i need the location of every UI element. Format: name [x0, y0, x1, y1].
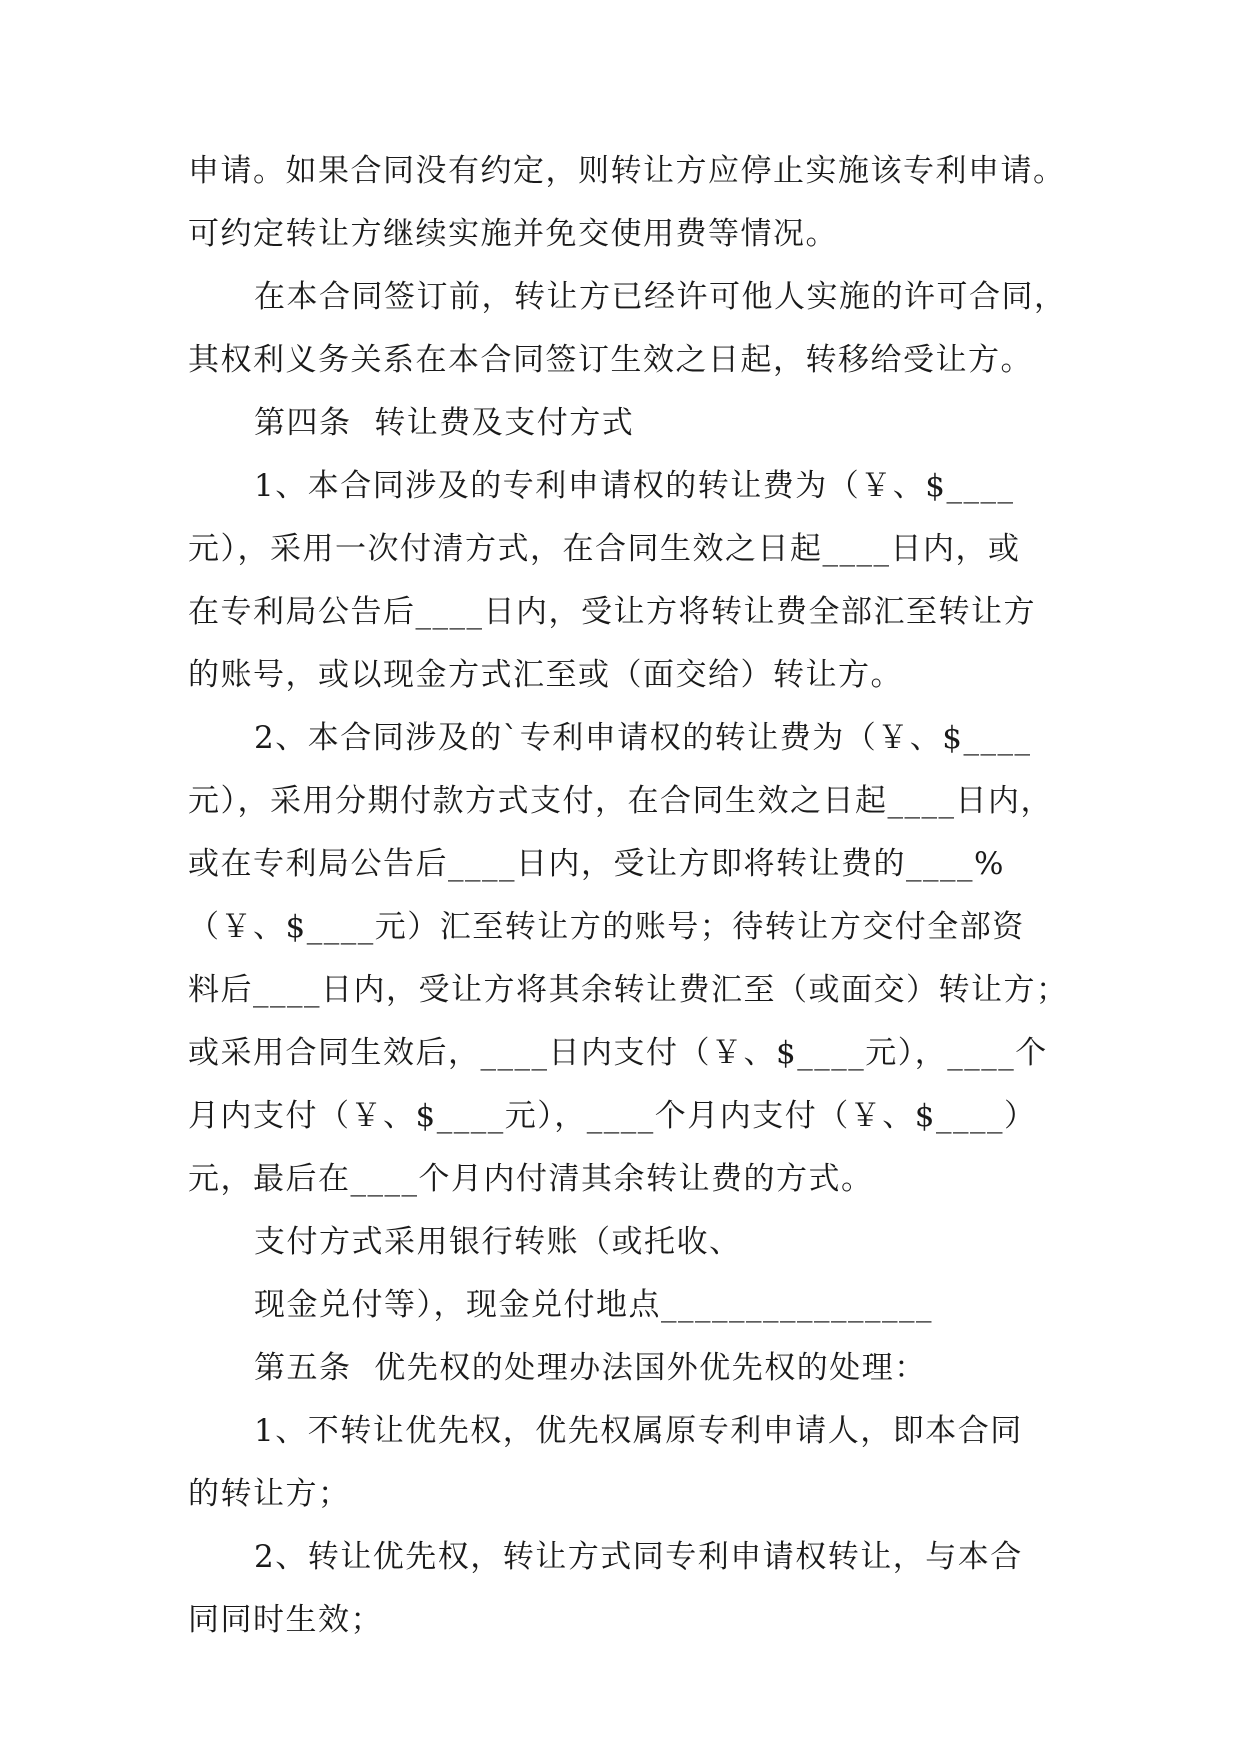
text-line: 元），采用分期付款方式支付，在合同生效之日起____日内， [188, 783, 1053, 819]
text-line: 或在专利局公告后____日内，受让方即将转让费的____% [188, 846, 1005, 882]
text-line: 元，最后在____个月内付清其余转让费的方式。 [188, 1161, 874, 1197]
text-line: 1、不转让优先权，优先权属原专利申请人，即本合同 [254, 1413, 1023, 1449]
text-line: 支付方式采用银行转账（或托收、 [254, 1224, 742, 1260]
text-line: 的转让方； [188, 1476, 351, 1512]
text-line: 申请。如果合同没有约定，则转让方应停止实施该专利申请。 [188, 153, 1066, 189]
text-line: 2、转让优先权，转让方式同专利申请权转让，与本合 [254, 1539, 1023, 1575]
text-line: 的账号，或以现金方式汇至或（面交给）转让方。 [188, 657, 903, 693]
text-line: （￥、$____元）汇至转让方的账号；待转让方交付全部资 [188, 909, 1025, 945]
text-line: 或采用合同生效后，____日内支付（￥、$____元），____个 [188, 1035, 1048, 1071]
text-line: 在专利局公告后____日内，受让方将转让费全部汇至转让方 [188, 594, 1036, 630]
text-line: 料后____日内，受让方将其余转让费汇至（或面交）转让方； [188, 972, 1069, 1008]
text-line: 在本合同签订前，转让方已经许可他人实施的许可合同， [254, 279, 1067, 315]
text-line: 月内支付（￥、$____元），____个月内支付（￥、$____） [188, 1098, 1037, 1134]
section-heading: 第四条 转让费及支付方式 [254, 405, 635, 441]
text-line: 其权利义务关系在本合同签订生效之日起，转移给受让方。 [188, 342, 1033, 378]
text-line: 1、本合同涉及的专利申请权的转让费为（￥、$____ [254, 468, 1015, 504]
section-heading: 第五条 优先权的处理办法国外优先权的处理： [254, 1350, 927, 1386]
text-line: 元），采用一次付清方式，在合同生效之日起____日内，或 [188, 531, 1021, 567]
text-line: 2、本合同涉及的`专利申请权的转让费为（￥、$____ [254, 720, 1032, 756]
text-line: 可约定转让方继续实施并免交使用费等情况。 [188, 216, 838, 252]
text-line: 同同时生效； [188, 1602, 383, 1638]
text-line: 现金兑付等），现金兑付地点________________ [254, 1287, 933, 1323]
